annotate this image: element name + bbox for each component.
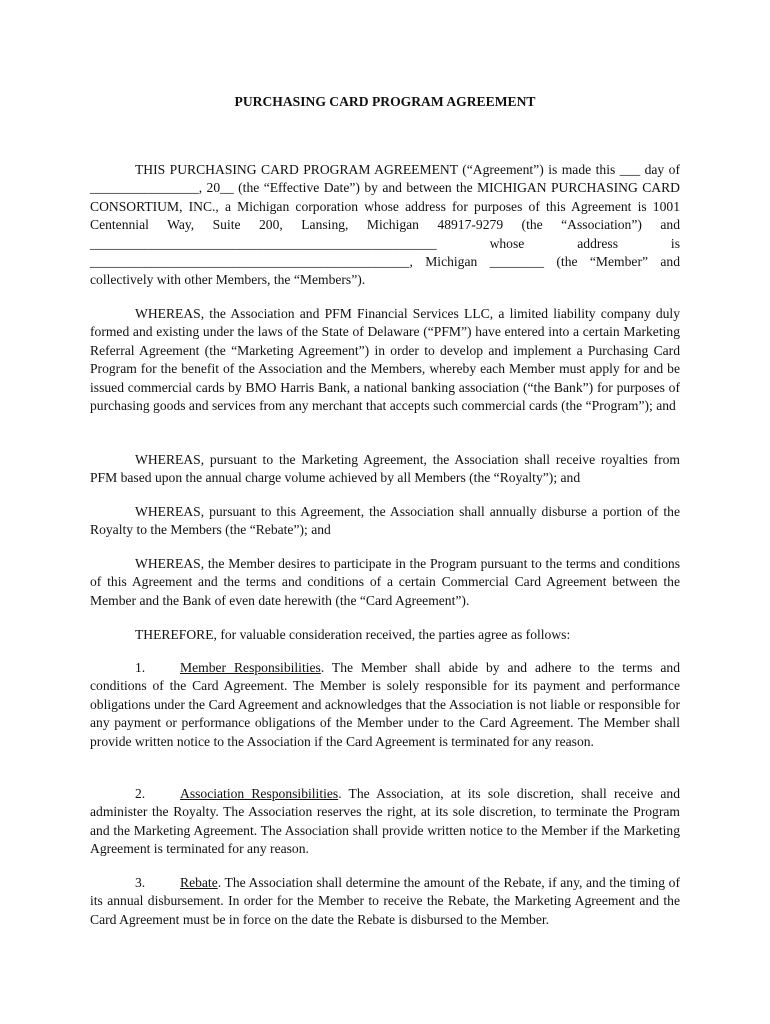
section-text: . The Association shall determine the amount of the Rebate, if any, and the timing of its annual disbursement. In order for the Member to receive the Rebate, the Marketing Agreement and the Card Agreement must be in force on the date the Rebate is disbursed to the Member. bbox=[90, 875, 680, 927]
section-heading: Association Responsibilities bbox=[180, 786, 339, 801]
whereas-paragraph-1: WHEREAS, the Association and PFM Financial Services LLC, a limited liability company duly formed and existing under the laws of the State of Delaware (“PFM”) have entered into a certain Marketing Referral Agreement (the “Marketing Agreement”) in order to develop and implement a Purchasing Card Program for the benefit of the Association and the Members, whereby each Member must apply for and be issued commercial cards by BMO Harris Bank, a national banking association (“the Bank”) for purposes of purchasing goods and services from any merchant that accepts such commercial cards (the “Program”); and bbox=[90, 306, 680, 414]
section-3 bbox=[90, 874, 680, 929]
whereas-paragraph-4: WHEREAS, the Member desires to participate in the Program pursuant to the terms and conditions of this Agreement and the terms and conditions of a certain Commercial Card Agreement between the Member and the Bank of even date herewith (the “Card Agreement”). bbox=[90, 556, 680, 608]
section-text: . The Association, at its sole discretion, shall receive and administer the Royalty. The Association reserves the right, at its sole discretion, to terminate the Program and the Marketing Agreement. The Association shall provide written notice to the Member if the Marketing Agreement is terminated for any reason. bbox=[90, 786, 680, 857]
section-text: . The Member shall abide by and adhere to the terms and conditions of the Card Agreement. The Member is solely responsible for its payment and performance obligations under the Card Agreement and acknowledges that the Association is not liable or responsible for any payment or performance obligations of the Member under to the Card Agreement. The Member shall provide written notice to the Association if the Card Agreement is terminated for any reason. bbox=[90, 660, 680, 749]
therefore-paragraph: THEREFORE, for valuable consideration received, the parties agree as follows: bbox=[135, 627, 571, 642]
document-title: PURCHASING CARD PROGRAM AGREEMENT bbox=[234, 94, 536, 109]
section-number: 2. bbox=[135, 786, 146, 801]
preamble-paragraph: THIS PURCHASING CARD PROGRAM AGREEMENT (“Agreement”) is made this ___ day of ________________, 20__ (the “Effective Date”) by and between the MICHIGAN PURCHASING CARD CONSORTIUM, INC., a Michigan corporation whose address for purposes of this Agreement is 1001 Centennial Way, Suite 200, Lansing, Michigan 48917-9279 (the “Association”) and ___________________________________________________ whose address is _______________________________________________, Michigan ________ (the “Member” and collectively with other Members, the “Members”). bbox=[90, 162, 680, 288]
section-heading: Member Responsibilities bbox=[180, 660, 321, 675]
section-heading: Rebate bbox=[180, 875, 218, 890]
section-1 bbox=[90, 659, 680, 751]
section-number: 3. bbox=[135, 875, 146, 890]
section-number: 1. bbox=[135, 660, 146, 675]
section-2 bbox=[90, 785, 680, 859]
whereas-paragraph-3: WHEREAS, pursuant to this Agreement, the Association shall annually disburse a portion of the Royalty to the Members (the “Rebate”); and bbox=[90, 504, 680, 538]
whereas-paragraph-2: WHEREAS, pursuant to the Marketing Agreement, the Association shall receive royalties from PFM based upon the annual charge volume achieved by all Members (the “Royalty”); and bbox=[90, 452, 680, 486]
